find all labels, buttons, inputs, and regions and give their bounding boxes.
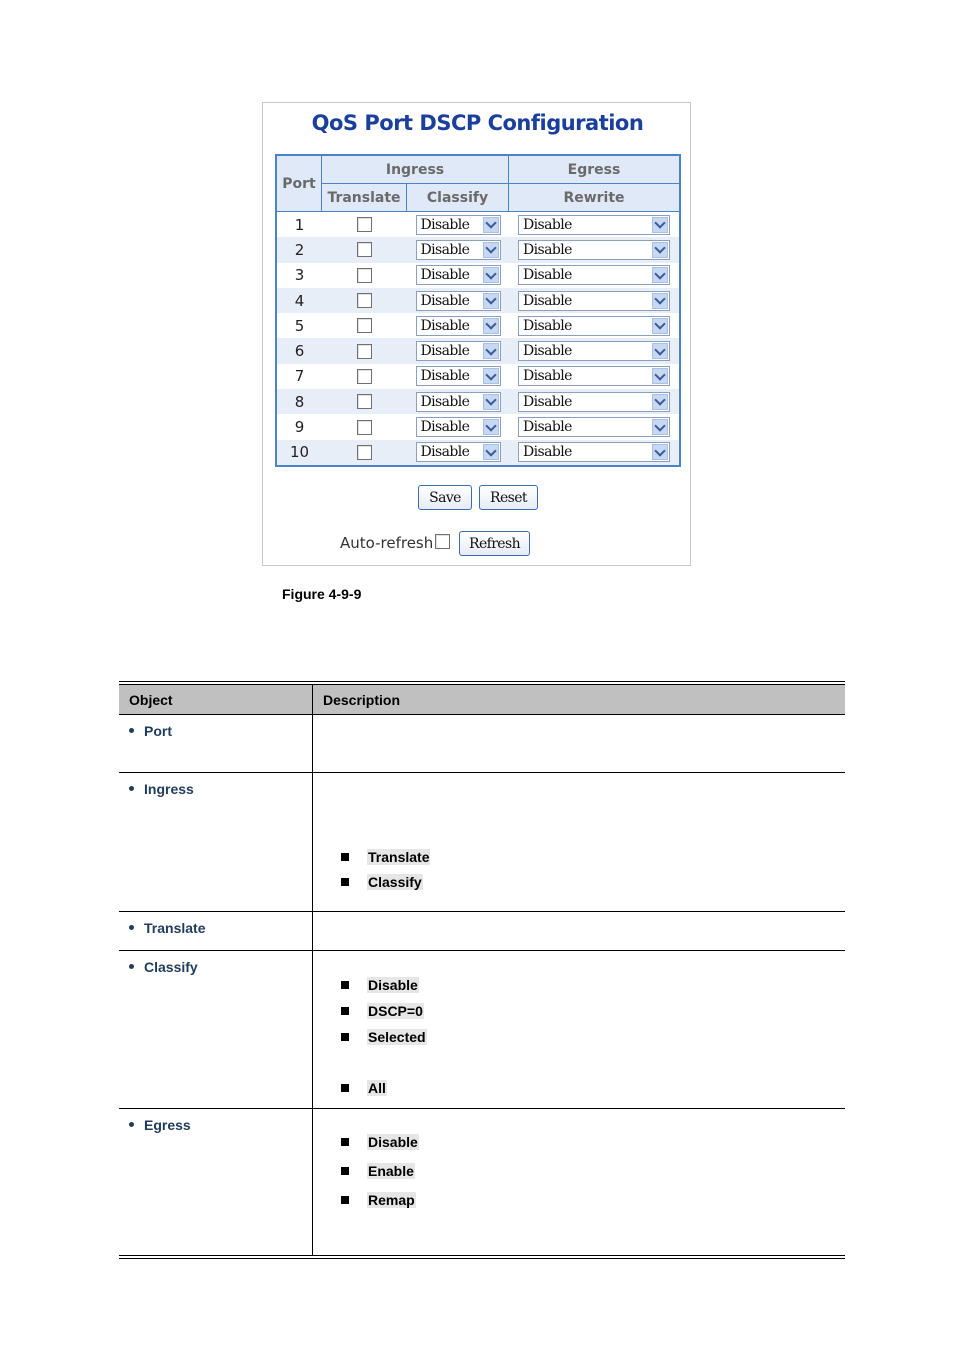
- classify-select[interactable]: [416, 291, 501, 311]
- classify-select[interactable]: [416, 215, 501, 235]
- bullet-item: [341, 977, 419, 993]
- classify-select[interactable]: [416, 265, 501, 285]
- bullet-icon: [129, 728, 134, 733]
- chevron-down-icon[interactable]: [652, 419, 668, 435]
- list-item: [119, 912, 845, 951]
- table-bottom-rule: [119, 1255, 845, 1259]
- square-bullet-icon: [341, 1138, 349, 1146]
- rewrite-select-value: Disable: [523, 216, 572, 233]
- bullet-icon: [129, 925, 134, 930]
- column-header-rewrite: Rewrite: [509, 184, 679, 212]
- chevron-down-icon[interactable]: [652, 267, 668, 283]
- object-label: Egress: [144, 1117, 191, 1133]
- rewrite-cell: [509, 366, 679, 386]
- column-header-ingress: Ingress: [322, 156, 509, 184]
- table-row: [277, 414, 679, 439]
- bullet-item: [341, 1134, 419, 1150]
- table-row: [277, 263, 679, 288]
- square-bullet-icon: [341, 1007, 349, 1015]
- square-bullet-icon: [341, 1196, 349, 1204]
- rewrite-cell: [509, 215, 679, 235]
- table-row: [277, 237, 679, 262]
- table-row: [277, 288, 679, 313]
- description-cell: [313, 715, 845, 772]
- description-cell: [313, 1109, 845, 1255]
- rewrite-select[interactable]: [518, 316, 670, 336]
- bullet-item-label: Remap: [368, 1192, 415, 1208]
- port-number: 3: [294, 266, 305, 285]
- classify-select-value: Disable: [420, 216, 470, 233]
- rewrite-select-value: Disable: [523, 419, 572, 436]
- square-bullet-icon: [341, 878, 349, 886]
- description-table-body: [119, 715, 845, 1255]
- column-header-egress: Egress: [509, 156, 679, 184]
- chevron-down-icon[interactable]: [483, 368, 499, 384]
- port-number: 10: [289, 443, 310, 462]
- header-object: Object: [119, 685, 313, 714]
- bullet-icon: [129, 964, 134, 969]
- port-number: 7: [294, 367, 305, 386]
- description-cell: [313, 951, 845, 1108]
- translate-checkbox[interactable]: [357, 445, 372, 460]
- classify-select[interactable]: [416, 392, 501, 412]
- rewrite-select-value: Disable: [523, 241, 572, 258]
- table-row: [277, 338, 679, 363]
- bullet-item: [341, 874, 423, 890]
- rewrite-select[interactable]: [518, 366, 670, 386]
- table-row: [277, 212, 679, 237]
- rewrite-cell: [509, 265, 679, 285]
- bullet-item: [341, 849, 430, 865]
- chevron-down-icon[interactable]: [652, 217, 668, 233]
- port-number: 9: [294, 418, 305, 437]
- translate-cell: [322, 268, 407, 283]
- rewrite-select[interactable]: [518, 442, 670, 462]
- rewrite-cell: [509, 392, 679, 412]
- square-bullet-icon: [341, 981, 349, 989]
- bullet-item: [341, 1192, 416, 1208]
- translate-checkbox[interactable]: [357, 394, 372, 409]
- translate-cell: [322, 394, 407, 409]
- translate-cell: [322, 344, 407, 359]
- chevron-down-icon[interactable]: [652, 293, 668, 309]
- port-number: 1: [294, 215, 305, 234]
- classify-cell: [407, 291, 509, 311]
- qos-port-dscp-table: [275, 154, 681, 467]
- translate-checkbox[interactable]: [357, 217, 372, 232]
- bullet-icon: [129, 1122, 134, 1127]
- rewrite-cell: [509, 341, 679, 361]
- chevron-down-icon[interactable]: [483, 419, 499, 435]
- rewrite-select[interactable]: [518, 417, 670, 437]
- chevron-down-icon[interactable]: [652, 444, 668, 460]
- refresh-button[interactable]: Refresh: [459, 531, 530, 556]
- object-name: [119, 951, 313, 1108]
- translate-cell: [322, 420, 407, 435]
- classify-select-value: Disable: [420, 444, 470, 461]
- translate-checkbox[interactable]: [357, 268, 372, 283]
- bullet-item-label: All: [368, 1080, 386, 1096]
- description-table: [119, 681, 845, 1259]
- list-item: [119, 773, 845, 912]
- column-header-translate: Translate: [322, 184, 407, 212]
- classify-cell: [407, 240, 509, 260]
- rewrite-cell: [509, 417, 679, 437]
- classify-select-value: Disable: [420, 368, 470, 385]
- object-label: Port: [144, 723, 172, 739]
- port-number: 8: [294, 392, 305, 411]
- object-name: [119, 715, 313, 772]
- object-label: Ingress: [144, 781, 194, 797]
- port-number: 6: [294, 342, 305, 361]
- list-item: [119, 951, 845, 1109]
- bullet-item-label: Classify: [368, 874, 422, 890]
- bullet-item: [341, 1163, 415, 1179]
- translate-cell: [322, 369, 407, 384]
- classify-select-value: Disable: [420, 343, 470, 360]
- rewrite-select[interactable]: [518, 240, 670, 260]
- classify-select-value: Disable: [420, 241, 470, 258]
- table-header: [277, 156, 679, 212]
- auto-refresh-label: Auto-refresh: [340, 534, 434, 552]
- classify-select-value: Disable: [420, 419, 470, 436]
- classify-cell: [407, 392, 509, 412]
- rewrite-cell: [509, 291, 679, 311]
- bullet-item-label: DSCP=0: [368, 1003, 423, 1019]
- chevron-down-icon[interactable]: [483, 217, 499, 233]
- translate-checkbox[interactable]: [357, 293, 372, 308]
- rewrite-cell: [509, 442, 679, 462]
- column-header-port: Port: [277, 156, 322, 212]
- translate-checkbox[interactable]: [357, 344, 372, 359]
- bullet-item: [341, 1029, 427, 1045]
- classify-select[interactable]: [416, 240, 501, 260]
- bullet-item-label: Translate: [368, 849, 430, 865]
- description-cell: [313, 773, 845, 911]
- bullet-item: [341, 1080, 387, 1096]
- object-label: Translate: [144, 920, 206, 936]
- classify-select-value: Disable: [420, 267, 470, 284]
- classify-select[interactable]: [416, 341, 501, 361]
- qos-dscp-screenshot: [262, 102, 691, 566]
- object-name: [119, 773, 313, 911]
- bullet-item: [341, 1003, 424, 1019]
- rewrite-select-value: Disable: [523, 368, 572, 385]
- rewrite-select[interactable]: [518, 392, 670, 412]
- reset-button[interactable]: Reset: [479, 485, 538, 510]
- classify-cell: [407, 265, 509, 285]
- rewrite-select-value: Disable: [523, 393, 572, 410]
- translate-cell: [322, 445, 407, 460]
- translate-cell: [322, 293, 407, 308]
- classify-select-value: Disable: [420, 317, 470, 334]
- translate-cell: [322, 318, 407, 333]
- classify-select[interactable]: [416, 316, 501, 336]
- classify-select[interactable]: [416, 442, 501, 462]
- square-bullet-icon: [341, 1084, 349, 1092]
- rewrite-select[interactable]: [518, 265, 670, 285]
- description-cell: [313, 912, 845, 950]
- chevron-down-icon[interactable]: [652, 343, 668, 359]
- translate-cell: [322, 217, 407, 232]
- translate-checkbox[interactable]: [357, 369, 372, 384]
- bullet-item-label: Enable: [368, 1163, 414, 1179]
- object-label: Classify: [144, 959, 198, 975]
- rewrite-select-value: Disable: [523, 267, 572, 284]
- square-bullet-icon: [341, 853, 349, 861]
- rewrite-select[interactable]: [518, 291, 670, 311]
- column-header-classify: Classify: [407, 184, 509, 212]
- description-table-header: [119, 685, 845, 715]
- chevron-down-icon[interactable]: [483, 318, 499, 334]
- object-name: [119, 912, 313, 950]
- classify-select[interactable]: [416, 417, 501, 437]
- port-number: 4: [294, 291, 305, 310]
- figure-caption: Figure 4-9-9: [282, 586, 362, 602]
- table-row: [277, 389, 679, 414]
- classify-cell: [407, 442, 509, 462]
- table-row: [277, 364, 679, 389]
- classify-select-value: Disable: [420, 292, 470, 309]
- table-row: [277, 440, 679, 465]
- list-item: [119, 715, 845, 773]
- chevron-down-icon[interactable]: [483, 267, 499, 283]
- chevron-down-icon[interactable]: [483, 444, 499, 460]
- classify-cell: [407, 366, 509, 386]
- chevron-down-icon[interactable]: [652, 318, 668, 334]
- rewrite-cell: [509, 240, 679, 260]
- translate-checkbox[interactable]: [357, 420, 372, 435]
- classify-cell: [407, 215, 509, 235]
- chevron-down-icon[interactable]: [483, 293, 499, 309]
- rewrite-select[interactable]: [518, 215, 670, 235]
- classify-select[interactable]: [416, 366, 501, 386]
- classify-cell: [407, 341, 509, 361]
- chevron-down-icon[interactable]: [483, 394, 499, 410]
- rewrite-select-value: Disable: [523, 292, 572, 309]
- rewrite-select-value: Disable: [523, 343, 572, 360]
- translate-cell: [322, 242, 407, 257]
- rewrite-select-value: Disable: [523, 444, 572, 461]
- bullet-item-label: Disable: [368, 977, 418, 993]
- header-description: Description: [323, 691, 401, 708]
- classify-cell: [407, 316, 509, 336]
- bullet-item-label: Disable: [368, 1134, 418, 1150]
- page-title: QoS Port DSCP Configuration: [311, 111, 644, 135]
- rewrite-select[interactable]: [518, 341, 670, 361]
- square-bullet-icon: [341, 1033, 349, 1041]
- rewrite-cell: [509, 316, 679, 336]
- chevron-down-icon[interactable]: [652, 242, 668, 258]
- list-item: [119, 1109, 845, 1255]
- chevron-down-icon[interactable]: [652, 368, 668, 384]
- chevron-down-icon[interactable]: [652, 394, 668, 410]
- port-number: 5: [294, 316, 305, 335]
- rewrite-select-value: Disable: [523, 317, 572, 334]
- classify-cell: [407, 417, 509, 437]
- bullet-icon: [129, 786, 134, 791]
- bullet-item-label: Selected: [368, 1029, 426, 1045]
- classify-select-value: Disable: [420, 393, 470, 410]
- table-row: [277, 313, 679, 338]
- translate-checkbox[interactable]: [357, 318, 372, 333]
- table-body: [277, 212, 679, 465]
- square-bullet-icon: [341, 1167, 349, 1175]
- chevron-down-icon[interactable]: [483, 242, 499, 258]
- save-button[interactable]: Save: [418, 485, 472, 510]
- auto-refresh-checkbox[interactable]: [435, 534, 450, 549]
- chevron-down-icon[interactable]: [483, 343, 499, 359]
- object-name: [119, 1109, 313, 1255]
- port-number: 2: [294, 240, 305, 259]
- translate-checkbox[interactable]: [357, 242, 372, 257]
